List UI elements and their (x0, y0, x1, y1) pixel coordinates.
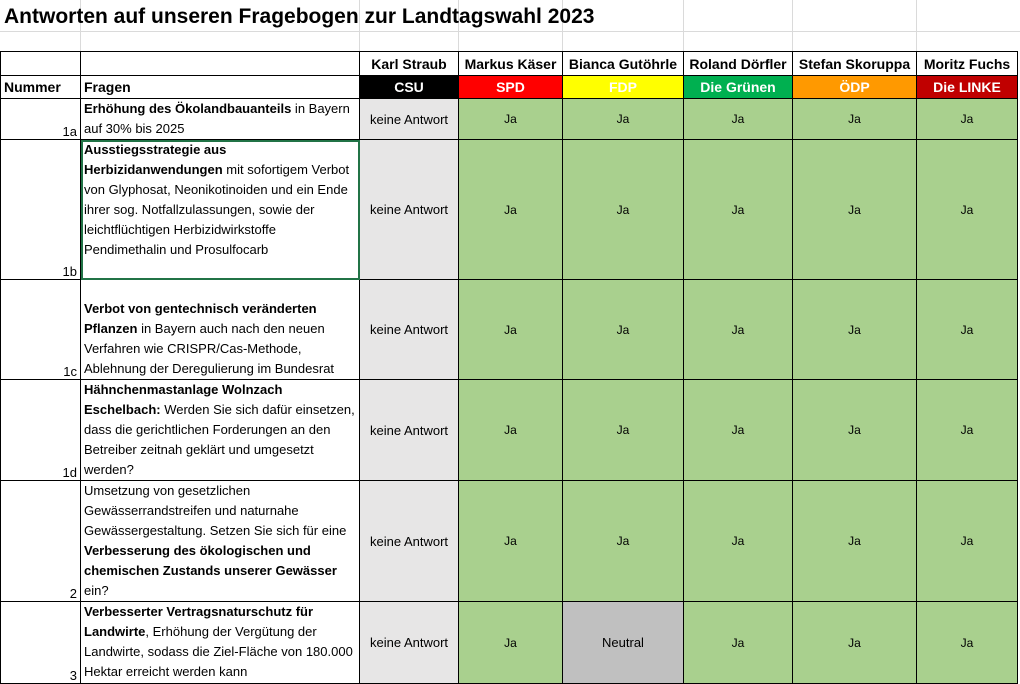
answer-cell[interactable]: Ja (459, 280, 563, 380)
table-row (1, 380, 1018, 481)
answer-cell[interactable]: keine Antwort (360, 481, 459, 602)
question-text-bold: Ausstiegsstrategie aus Herbizidanwendungen (84, 142, 227, 177)
answer-cell[interactable]: Ja (793, 380, 917, 481)
answer-cell[interactable]: Ja (684, 602, 793, 684)
question-text-bold: Hähnchenmastanlage Wolnzach Eschelbach: (84, 382, 283, 417)
party-cell[interactable] (563, 76, 684, 99)
answer-cell[interactable]: Ja (459, 380, 563, 481)
answer-cell[interactable]: Ja (684, 99, 793, 140)
question-rows (1, 99, 1018, 684)
party-cell[interactable] (917, 76, 1018, 99)
party-cell[interactable] (459, 76, 563, 99)
candidate-name[interactable]: Karl Straub (360, 52, 459, 76)
table-row (1, 280, 1018, 380)
answer-cell[interactable]: Ja (459, 602, 563, 684)
answers-table (0, 51, 1018, 684)
question-text[interactable] (81, 99, 360, 140)
question-text-bold: Erhöhung des Ökolandbauanteils (84, 101, 292, 116)
answer-cell[interactable]: Ja (563, 280, 684, 380)
party-cell[interactable] (360, 76, 459, 99)
fragen-header[interactable]: Fragen (81, 76, 360, 99)
question-text[interactable] (81, 280, 360, 380)
candidate-name-row (1, 52, 1018, 76)
table-row (1, 99, 1018, 140)
question-number[interactable]: 1d (1, 380, 81, 481)
question-text-bold: Verbot von gentechnisch veränderten Pflanzen (84, 301, 317, 336)
answer-cell[interactable]: Ja (684, 140, 793, 280)
candidate-name[interactable]: Stefan Skoruppa (793, 52, 917, 76)
party-label: ÖDP (839, 79, 870, 95)
answer-cell[interactable]: Ja (684, 380, 793, 481)
answer-cell[interactable]: Ja (917, 280, 1018, 380)
party-label: Die Grünen (700, 79, 776, 95)
party-cell[interactable] (793, 76, 917, 99)
answer-cell[interactable]: keine Antwort (360, 99, 459, 140)
question-text[interactable] (81, 481, 360, 602)
question-number[interactable]: 1a (1, 99, 81, 140)
question-text-bold: Verbesserter Vertragsnaturschutz für Landwirte (84, 604, 314, 639)
question-number[interactable]: 2 (1, 481, 81, 602)
question-number[interactable]: 3 (1, 602, 81, 684)
answer-cell[interactable]: Ja (563, 140, 684, 280)
candidate-name[interactable]: Roland Dörfler (684, 52, 793, 76)
answer-cell[interactable]: Ja (684, 481, 793, 602)
answer-cell[interactable]: Ja (793, 481, 917, 602)
question-number[interactable]: 1c (1, 280, 81, 380)
candidate-name[interactable]: Markus Käser (459, 52, 563, 76)
answer-cell[interactable]: Ja (563, 380, 684, 481)
answer-cell[interactable]: Ja (917, 140, 1018, 280)
question-text[interactable] (81, 380, 360, 481)
answer-cell[interactable]: keine Antwort (360, 140, 459, 280)
candidate-name[interactable]: Moritz Fuchs (917, 52, 1018, 76)
table-row (1, 481, 1018, 602)
question-text-part: , Erhöhung der Vergütung der Landwirte, sodass die Ziel-Fläche von 180.000 Hektar erreicht werden kann (84, 624, 353, 679)
answer-cell[interactable]: Ja (459, 481, 563, 602)
answer-cell[interactable]: keine Antwort (360, 280, 459, 380)
answer-cell[interactable]: Ja (793, 99, 917, 140)
empty-cell[interactable] (81, 52, 360, 76)
question-text[interactable] (81, 602, 360, 684)
party-label: SPD (496, 79, 525, 95)
question-text[interactable] (81, 140, 360, 280)
answer-cell[interactable]: Ja (684, 280, 793, 380)
table-row (1, 602, 1018, 684)
answer-cell[interactable]: Ja (793, 140, 917, 280)
empty-cell[interactable] (1, 52, 81, 76)
answer-cell[interactable]: Ja (563, 99, 684, 140)
answer-cell[interactable]: keine Antwort (360, 602, 459, 684)
party-cell[interactable] (684, 76, 793, 99)
answer-cell[interactable]: Ja (917, 481, 1018, 602)
answer-cell[interactable]: Ja (917, 380, 1018, 481)
party-label: Die LINKE (933, 79, 1001, 95)
table-row (1, 140, 1018, 280)
question-text-part: in Bayern auch nach den neuen Verfahren wie CRISPR/Cas-Methode, Ablehnung der Deregulierung im Bundesrat (84, 321, 335, 376)
question-text-part: ein? (84, 583, 109, 598)
party-row (1, 76, 1018, 99)
answer-cell[interactable]: Ja (459, 99, 563, 140)
candidate-name[interactable]: Bianca Gutöhrle (563, 52, 684, 76)
answer-cell[interactable]: Ja (793, 280, 917, 380)
question-text-part: Werden Sie sich dafür einsetzen, dass die gerichtlichen Forderungen an den Betreiber zeitnah geklärt und umgesetzt werden? (84, 402, 355, 477)
question-number[interactable]: 1b (1, 140, 81, 280)
question-text-part: in Bayern auf 30% bis 2025 (84, 101, 350, 136)
party-label: FDP (609, 79, 637, 95)
answer-cell[interactable]: keine Antwort (360, 380, 459, 481)
answer-cell[interactable]: Ja (793, 602, 917, 684)
nummer-header[interactable]: Nummer (1, 76, 81, 99)
question-text-bold: Verbesserung des ökologischen und chemischen Zustands unserer Gewässer (84, 543, 337, 578)
answer-cell[interactable]: Ja (917, 602, 1018, 684)
answer-cell[interactable]: Ja (917, 99, 1018, 140)
question-text-part: Umsetzung von gesetzlichen Gewässerrandstreifen und naturnahe Gewässergestaltung. Setzen Sie sich für eine (84, 483, 347, 538)
question-text-part: mit sofortigem Verbot von Glyphosat, Neonikotinoiden und ein Ende ihrer sog. Notfallzulassungen, sowie der leichtflüchtigen Herbizidwirkstoffe Pendimethalin und Prosulfocarb (84, 162, 350, 257)
answer-cell[interactable]: Ja (459, 140, 563, 280)
answer-cell[interactable]: Ja (563, 481, 684, 602)
answer-cell[interactable]: Neutral (563, 602, 684, 684)
sheet-title: Antworten auf unseren Fragebogen zur Landtagswahl 2023 (4, 5, 595, 28)
party-label: CSU (394, 79, 424, 95)
